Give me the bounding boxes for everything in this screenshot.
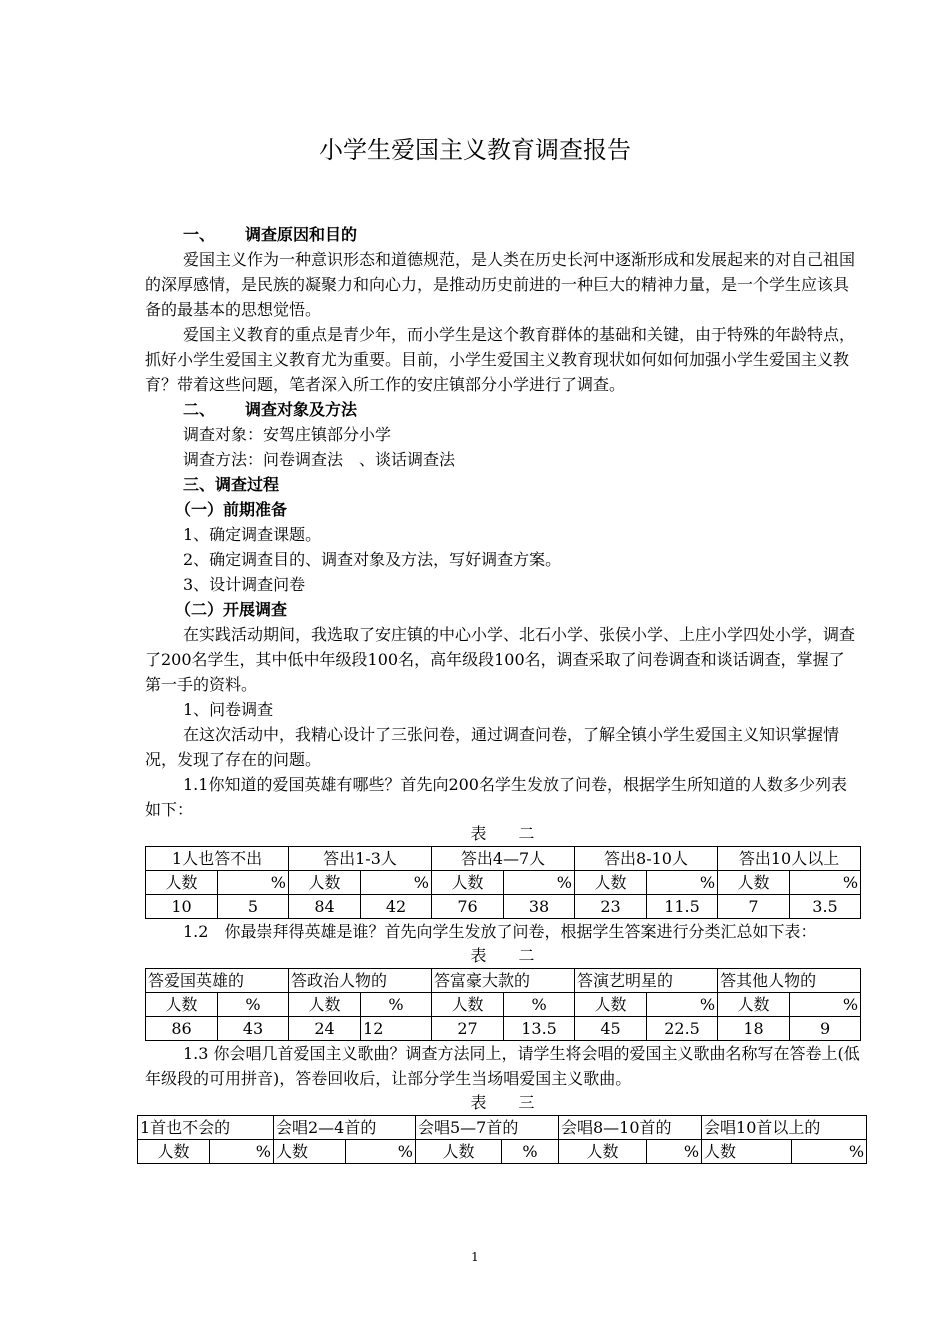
question-paragraph: 1.2 你最崇拜得英雄是谁？首先向学生发放了问卷，根据学生答案进行分类汇总如下表： (183, 922, 817, 941)
data-table-2 (145, 968, 861, 1041)
table-subheader-cell: 人数 (289, 871, 361, 895)
table-header-row (146, 969, 861, 993)
table-cell: 10 (146, 895, 218, 919)
subsection-heading: （一）前期准备 (175, 500, 288, 519)
table-subheader-cell: 人数 (138, 1140, 210, 1164)
table-header-cell: 答出8-10人 (575, 847, 718, 871)
section-number: 一、 (183, 225, 216, 244)
table-caption: 表 二 (470, 824, 535, 843)
survey-target: 调查对象：安驾庄镇部分小学 (183, 425, 392, 444)
table-cell: 7 (718, 895, 790, 919)
table-header-cell: 会唱2—4首的 (274, 1116, 416, 1140)
table-header-cell: 答其他人物的 (718, 969, 861, 993)
table-header-cell: 1首也不会的 (138, 1116, 274, 1140)
document-title: 小学生爱国主义教育调查报告 (319, 136, 631, 164)
table-header-cell: 答爱国英雄的 (146, 969, 289, 993)
table-cell: 18 (718, 1017, 790, 1041)
table-subheader-cell: % (504, 871, 575, 895)
table-cell: 86 (146, 1017, 218, 1041)
table-cell: 45 (575, 1017, 647, 1041)
table-subheader-cell: % (218, 871, 289, 895)
table-cell: 24 (289, 1017, 361, 1041)
table-subheader-cell: % (647, 871, 718, 895)
section-number: 二、 (183, 400, 216, 419)
table-subheader-cell: % (792, 1140, 867, 1164)
table-cell: 42 (361, 895, 432, 919)
paragraph: 爱国主义作为一种意识形态和道德规范，是人类在历史长河中逐渐形成和发展起来的对自己祖国的深厚感情，是民族的凝聚力和向心力，是推动历史前进的一种巨大的精神力量，是一个学生应该具备的最基本的思想觉悟。 (145, 250, 856, 319)
paragraph: 在这次活动中，我精心设计了三张问卷，通过调查问卷，了解全镇小学生爱国主义知识掌握情况，发现了存在的问题。 (145, 725, 840, 769)
table-subheader-cell: 人数 (289, 993, 361, 1017)
section-heading-2 (145, 397, 860, 422)
question-paragraph: 1.3 你会唱几首爱国主义歌曲？调查方法同上，请学生将会唱的爱国主义歌曲名称写在答卷上(低年级段的可用拼音)，答卷回收后，让部分学生当场唱爱国主义歌曲。 (145, 1044, 860, 1088)
table-subheader-cell: 人数 (146, 993, 218, 1017)
table-subheader-cell: 人数 (702, 1140, 792, 1164)
subsection-heading: （二）开展调查 (175, 600, 288, 619)
table-subheader-cell: 人数 (575, 871, 647, 895)
table-subheader-cell: % (790, 871, 861, 895)
section-title: 调查对象及方法 (245, 400, 358, 419)
table-row (146, 895, 861, 919)
section-title: 调查原因和目的 (245, 225, 358, 244)
table-subheader-row (138, 1140, 867, 1164)
table-subheader-cell: % (218, 993, 289, 1017)
table-subheader-cell: 人数 (718, 871, 790, 895)
table-caption: 表 三 (470, 1093, 535, 1112)
table-cell: 9 (790, 1017, 861, 1041)
paragraph: 爱国主义教育的重点是青少年，而小学生是这个教育群体的基础和关键，由于特殊的年龄特点，抓好小学生爱国主义教育尤为重要。目前，小学生爱国主义教育现状如何如何加强小学生爱国主义教育？带着这些问题，笔者深入所工作的安庄镇部分小学进行了调查。 (145, 325, 856, 394)
question-paragraph: 1.1你知道的爱国英雄有哪些？首先向200名学生发放了问卷，根据学生所知道的人数多少列表如下： (145, 775, 847, 819)
table-subheader-cell: 人数 (274, 1140, 346, 1164)
table-cell: 23 (575, 895, 647, 919)
table-header-cell: 答政治人物的 (289, 969, 432, 993)
table-subheader-cell: % (502, 1140, 559, 1164)
list-item: 2、确定调查目的、调查对象及方法，写好调查方案。 (183, 550, 562, 569)
table-row (146, 1017, 861, 1041)
table-cell: 27 (432, 1017, 504, 1041)
table-header-cell: 答演艺明星的 (575, 969, 718, 993)
table-header-cell: 答出4—7人 (432, 847, 575, 871)
page-number: 1 (471, 1250, 479, 1264)
table-header-cell: 答富豪大款的 (432, 969, 575, 993)
table-subheader-cell: 人数 (416, 1140, 502, 1164)
table-header-row (138, 1116, 867, 1140)
table-subheader-cell: % (504, 993, 575, 1017)
table-cell: 3.5 (790, 895, 861, 919)
survey-method: 调查方法：问卷调查法 、谈话调查法 (183, 450, 456, 469)
table-subheader-cell: % (210, 1140, 274, 1164)
list-item: 3、设计调查问卷 (183, 575, 306, 594)
table-subheader-cell: % (361, 871, 432, 895)
table-cell: 43 (218, 1017, 289, 1041)
table-header-cell: 会唱10首以上的 (702, 1116, 867, 1140)
paragraph-heading: 1、问卷调查 (183, 700, 274, 719)
table-header-cell: 答出10人以上 (718, 847, 861, 871)
table-cell: 76 (432, 895, 504, 919)
data-table-1 (145, 846, 861, 919)
table-subheader-cell: 人数 (575, 993, 647, 1017)
table-caption: 表 二 (470, 946, 535, 965)
table-cell: 12 (361, 1017, 432, 1041)
table-header-cell: 会唱8—10首的 (559, 1116, 702, 1140)
table-subheader-row (146, 993, 861, 1017)
section-heading-3: 三、调查过程 (183, 475, 280, 494)
table-header-row (146, 847, 861, 871)
table-subheader-cell: % (790, 993, 861, 1017)
table-subheader-cell: 人数 (718, 993, 790, 1017)
section-heading-1 (145, 222, 860, 247)
document-body (140, 222, 865, 1164)
table-subheader-cell: % (361, 993, 432, 1017)
table-header-cell: 1人也答不出 (146, 847, 289, 871)
data-table-3 (137, 1115, 867, 1164)
table-subheader-cell: % (647, 1140, 702, 1164)
table-cell: 22.5 (647, 1017, 718, 1041)
paragraph: 在实践活动期间，我选取了安庄镇的中心小学、北石小学、张侯小学、上庄小学四处小学，调查了200名学生，其中低中年级段100名，高年级段100名，调查采取了问卷调查和谈话调查，掌握了第一手的资料。 (145, 625, 856, 694)
table-subheader-cell: % (647, 993, 718, 1017)
table-cell: 84 (289, 895, 361, 919)
list-item: 1、确定调查课题。 (183, 525, 322, 544)
table-cell: 5 (218, 895, 289, 919)
table-subheader-cell: 人数 (146, 871, 218, 895)
table-subheader-cell: 人数 (432, 871, 504, 895)
table-cell: 13.5 (504, 1017, 575, 1041)
table-header-cell: 会唱5—7首的 (416, 1116, 559, 1140)
table-subheader-row (146, 871, 861, 895)
table-cell: 38 (504, 895, 575, 919)
table-cell: 11.5 (647, 895, 718, 919)
table-subheader-cell: 人数 (559, 1140, 647, 1164)
table-subheader-cell: 人数 (432, 993, 504, 1017)
table-subheader-cell: % (346, 1140, 416, 1164)
table-header-cell: 答出1-3人 (289, 847, 432, 871)
